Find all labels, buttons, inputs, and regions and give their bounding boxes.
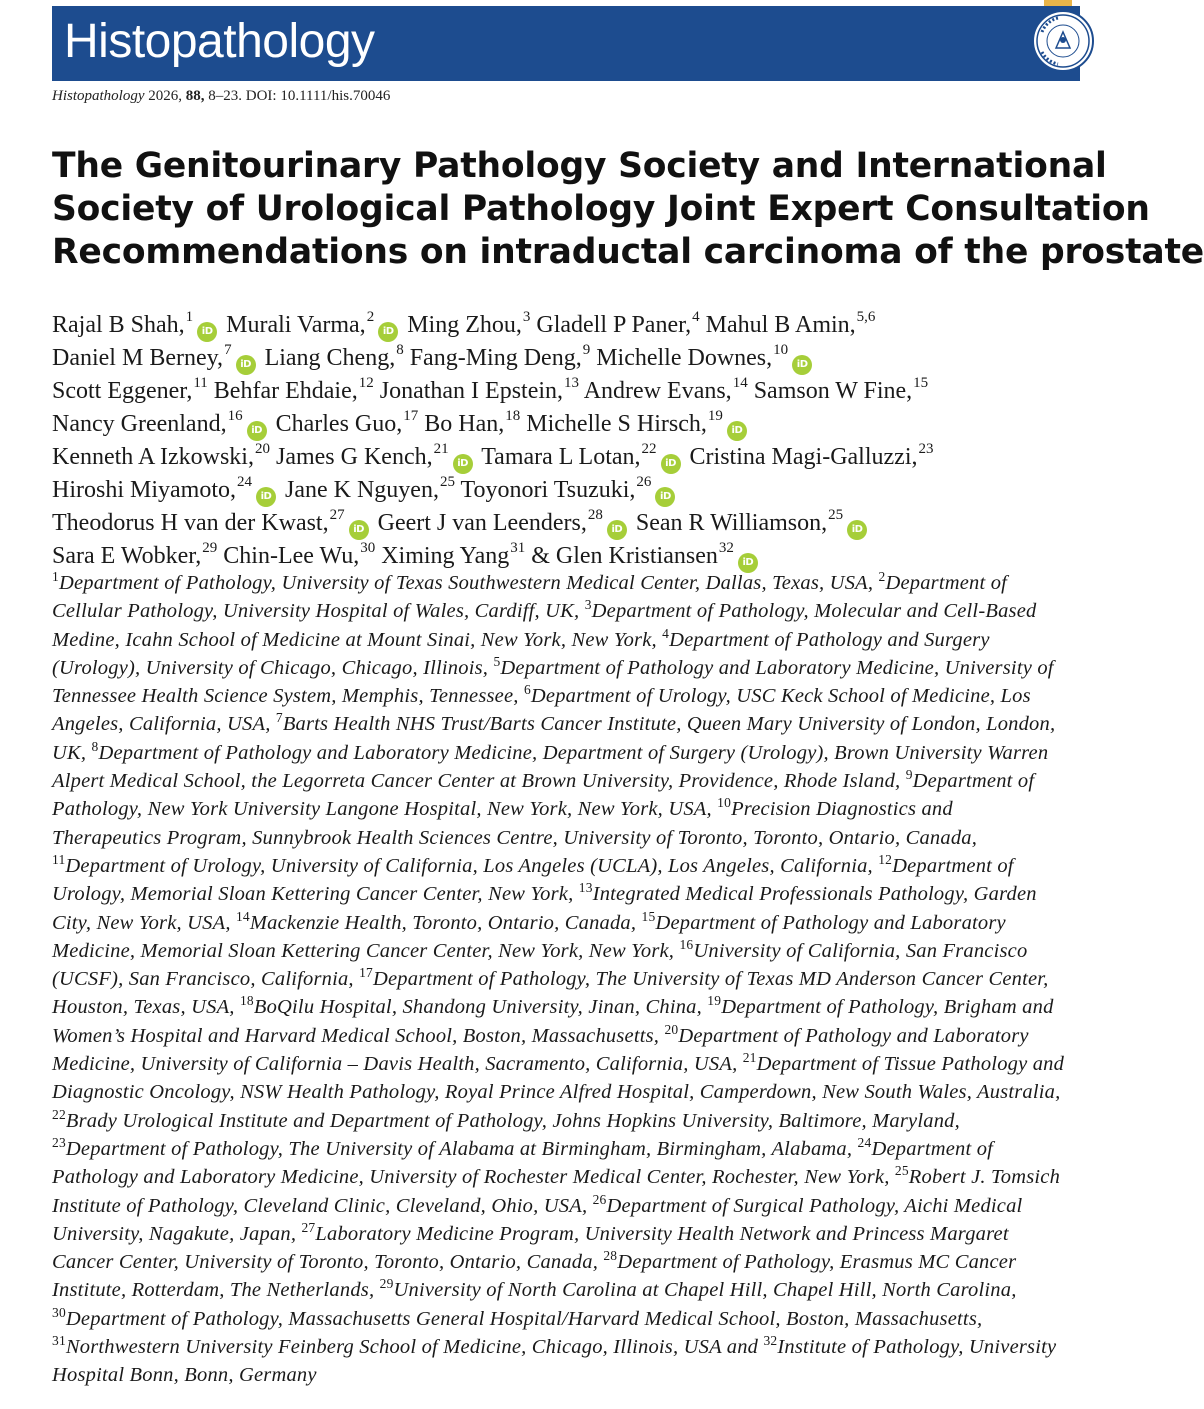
citation-line bbox=[52, 86, 390, 106]
author-name[interactable]: Michelle S Hirsch, bbox=[526, 410, 707, 437]
affiliation-text: Barts Health NHS Trust/Barts Cancer Institute, Queen Mary University of London, London, bbox=[282, 713, 1056, 736]
affiliation-text: Integrated Medical Professionals Pathology, Garden bbox=[592, 883, 1037, 906]
affiliation-text: Department of Pathology, Massachusetts General Hospital/Harvard Medical School, Boston, Massachusetts, bbox=[65, 1307, 983, 1330]
affiliation-text: Department of Pathology, Erasmus MC Cancer bbox=[617, 1251, 1017, 1274]
affiliation-text: University of North Carolina at Chapel Hill, Chapel Hill, North Carolina, bbox=[393, 1279, 1017, 1302]
affiliation-text: Institute of Pathology, Cleveland Clinic, Cleveland, Ohio, USA, bbox=[52, 1194, 593, 1217]
affiliation-text: Houston, Texas, USA, bbox=[52, 996, 240, 1019]
affiliation-line bbox=[52, 1022, 1152, 1050]
orcid-icon[interactable]: iD bbox=[247, 421, 267, 441]
affiliation-text: (Urology), University of Chicago, Chicago, Illinois, bbox=[52, 656, 494, 679]
author-name[interactable]: Daniel M Berney, bbox=[52, 345, 224, 371]
author-affiliation-number[interactable]: 5,6 bbox=[856, 309, 876, 325]
affiliation-text: University of California, San Francisco bbox=[693, 939, 1028, 962]
affiliation-text: Institute of Pathology, University bbox=[777, 1336, 1057, 1359]
author-affiliation-number[interactable]: 3 bbox=[522, 309, 531, 325]
affiliation-number: 23 bbox=[52, 1134, 66, 1150]
author-name[interactable]: Ximing Yang bbox=[381, 542, 510, 569]
affiliation-line bbox=[52, 1107, 1152, 1135]
affiliation-line bbox=[52, 909, 1152, 937]
affiliation-number: 20 bbox=[664, 1021, 679, 1037]
affiliation-number: 26 bbox=[592, 1191, 607, 1207]
affiliation-number: 2 bbox=[878, 569, 886, 584]
affiliation-line bbox=[52, 767, 1152, 795]
citation-journal: Histopathology bbox=[52, 88, 145, 104]
affiliation-line bbox=[52, 682, 1152, 710]
affiliation-text: Therapeutics Program, Sunnybrook Health Sciences Centre, University of Toronto, Toronto, Ontario, Canada, bbox=[52, 826, 978, 849]
author-name[interactable]: Mahul B Amin, bbox=[705, 312, 856, 338]
author-name[interactable]: Toyonori Tsuzuki, bbox=[460, 476, 636, 503]
affiliation-text: Department of Pathology, University of Texas Southwestern Medical Center, Dallas, Texas, USA, bbox=[58, 572, 879, 594]
affiliation-number: 11 bbox=[52, 851, 66, 867]
author-name[interactable]: Sara E Wobker, bbox=[52, 542, 202, 569]
affiliation-text: Pathology and Laboratory Medicine, University of Rochester Medical Center, Rochester, New York, bbox=[52, 1166, 895, 1189]
affiliation-line bbox=[52, 1220, 1152, 1248]
affiliation-text: Department of Pathology, The University of Texas MD Anderson Cancer Center, bbox=[373, 968, 1049, 991]
affiliation-number: 16 bbox=[679, 936, 694, 952]
author-list bbox=[52, 309, 1152, 573]
affiliation-text: Department of Pathology, Molecular and Cell-Based bbox=[591, 600, 1037, 623]
author-affiliation-number[interactable]: 16 bbox=[227, 407, 243, 424]
orcid-icon[interactable]: iD bbox=[256, 487, 276, 507]
affiliation-number: 30 bbox=[52, 1304, 66, 1320]
author-affiliation-number[interactable]: 32 bbox=[718, 539, 734, 556]
citation-volume: 88, bbox=[185, 88, 205, 104]
affiliation-text: Diagnostic Oncology, NSW Health Pathology, Royal Prince Alfred Hospital, Camperdown, New South Wales, Australia, bbox=[52, 1081, 1061, 1104]
author-name[interactable]: Fang-Ming Deng, bbox=[409, 345, 582, 371]
affiliation-number: 24 bbox=[857, 1134, 872, 1150]
orcid-icon[interactable]: iD bbox=[655, 487, 675, 507]
affiliation-text: BoQilu Hospital, Shandong University, Jinan, China, bbox=[253, 996, 708, 1019]
affiliation-number: 1 bbox=[52, 569, 59, 584]
author-name[interactable]: Michelle Downes, bbox=[596, 345, 773, 371]
affiliation-text: Mackenzie Health, Toronto, Ontario, Canada, bbox=[249, 911, 642, 934]
affiliation-line bbox=[52, 880, 1152, 908]
affiliation-text: Women’s Hospital and Harvard Medical School, Boston, Massachusetts, bbox=[52, 1024, 665, 1047]
affiliation-list bbox=[52, 569, 1152, 1390]
affiliation-line bbox=[52, 626, 1152, 654]
author-affiliation-number[interactable]: 12 bbox=[358, 375, 374, 391]
affiliation-number: 8 bbox=[91, 738, 99, 754]
affiliation-text: Department of Pathology and Surgery bbox=[669, 628, 990, 651]
author-name[interactable]: Jane K Nguyen, bbox=[285, 476, 439, 503]
author-name[interactable]: Behfar Ehdaie, bbox=[213, 378, 358, 404]
affiliation-text: Medicine, Memorial Sloan Kettering Cancer Center, New York, New York, bbox=[52, 939, 680, 962]
author-affiliation-number[interactable]: 8 bbox=[396, 342, 404, 358]
affiliation-text: Department of bbox=[871, 1137, 994, 1160]
orcid-icon[interactable]: iD bbox=[847, 520, 867, 540]
affiliation-line bbox=[52, 654, 1152, 682]
author-affiliation-number[interactable]: 25 bbox=[439, 473, 455, 490]
affiliation-line bbox=[52, 965, 1152, 993]
author-name[interactable]: Kenneth A Izkowski, bbox=[52, 443, 254, 470]
author-name[interactable]: Murali Varma, bbox=[226, 312, 366, 338]
affiliation-text: Urology, Memorial Sloan Kettering Cancer Center, New York, bbox=[52, 883, 579, 906]
author-affiliation-number[interactable]: 26 bbox=[636, 473, 652, 490]
author-line bbox=[52, 375, 1152, 408]
journal-name: Histopathology bbox=[64, 15, 375, 68]
affiliation-number: 14 bbox=[235, 908, 250, 924]
orcid-icon[interactable]: iD bbox=[792, 355, 812, 375]
affiliation-number: 9 bbox=[905, 767, 913, 783]
orcid-icon[interactable]: iD bbox=[738, 553, 758, 573]
citation-pages: 8–23. bbox=[208, 88, 242, 104]
author-name[interactable]: Jonathan I Epstein, bbox=[379, 378, 564, 404]
affiliation-text: Department of bbox=[885, 572, 1008, 594]
author-name[interactable]: James G Kench, bbox=[275, 443, 433, 470]
affiliation-number: 15 bbox=[641, 908, 656, 924]
affiliation-line bbox=[52, 1192, 1152, 1220]
affiliation-text: Institute, Rotterdam, The Netherlands, bbox=[52, 1279, 380, 1302]
affiliation-text: Department of Urology, USC Keck School of Medicine, Los bbox=[530, 685, 1031, 708]
affiliation-line bbox=[52, 739, 1152, 767]
affiliation-text: Precision Diagnostics and bbox=[731, 798, 953, 821]
orcid-icon[interactable]: iD bbox=[378, 322, 398, 342]
affiliation-number: 6 bbox=[523, 682, 531, 698]
affiliation-text: Brady Urological Institute and Department of Pathology, Johns Hopkins University, Baltimore, Maryland, bbox=[65, 1109, 960, 1132]
affiliation-line bbox=[52, 795, 1152, 823]
author-name[interactable]: Bo Han, bbox=[424, 410, 505, 437]
orcid-icon[interactable]: iD bbox=[607, 520, 627, 540]
society-seal-icon bbox=[1032, 10, 1094, 72]
journal-banner bbox=[52, 6, 1080, 81]
affiliation-text: Angeles, California, USA, bbox=[52, 713, 276, 736]
affiliation-line bbox=[52, 1078, 1152, 1106]
author-name[interactable]: Charles Guo, bbox=[275, 410, 403, 437]
author-name[interactable]: & Glen Kristiansen bbox=[531, 542, 718, 569]
author-name[interactable]: Gladell P Paner, bbox=[536, 312, 692, 338]
author-name[interactable]: Geert J van Leenders, bbox=[377, 509, 587, 536]
author-affiliation-number[interactable]: 1 bbox=[185, 309, 194, 325]
affiliation-number: 28 bbox=[603, 1248, 618, 1264]
author-line bbox=[52, 342, 1152, 375]
affiliation-number: 22 bbox=[52, 1106, 66, 1122]
title-line: Society of Urological Pathology Joint Expert Consultation bbox=[52, 189, 1150, 229]
affiliation-line bbox=[52, 1135, 1152, 1163]
affiliation-text: Department of Pathology, Brigham and bbox=[721, 996, 1054, 1019]
orcid-icon[interactable]: iD bbox=[349, 520, 369, 540]
author-name[interactable]: Liang Cheng, bbox=[264, 345, 396, 371]
author-affiliation-number[interactable]: 2 bbox=[366, 309, 375, 325]
affiliation-text: Cancer Center, University of Toronto, Toronto, Ontario, Canada, bbox=[52, 1251, 604, 1274]
orcid-icon[interactable]: iD bbox=[197, 322, 217, 342]
affiliation-line bbox=[52, 597, 1152, 625]
author-affiliation-number[interactable]: 19 bbox=[707, 407, 723, 424]
title-line: The Genitourinary Pathology Society and International bbox=[52, 146, 1107, 186]
affiliation-text: Department of bbox=[912, 770, 1035, 793]
author-name[interactable]: Nancy Greenland, bbox=[52, 410, 227, 437]
author-name[interactable]: Cristina Magi-Galluzzi, bbox=[689, 443, 918, 470]
affiliation-text: Department of Tissue Pathology and bbox=[756, 1053, 1065, 1076]
affiliation-number: 32 bbox=[763, 1333, 778, 1349]
title-line: Recommendations on intraductal carcinoma of the prostate bbox=[52, 232, 1204, 272]
affiliation-number: 10 bbox=[717, 795, 732, 811]
affiliation-number: 4 bbox=[662, 625, 670, 641]
affiliation-text: Department of bbox=[892, 854, 1014, 877]
author-line bbox=[52, 540, 1152, 573]
affiliation-line bbox=[52, 1333, 1152, 1361]
affiliation-text: Pathology, New York University Langone Hospital, New York, New York, USA, bbox=[52, 798, 718, 821]
affiliation-number: 3 bbox=[584, 597, 592, 613]
author-name[interactable]: Tamara L Lotan, bbox=[481, 443, 641, 470]
orcid-icon[interactable]: iD bbox=[727, 421, 747, 441]
affiliation-line bbox=[52, 1305, 1152, 1333]
affiliation-line bbox=[52, 937, 1152, 965]
affiliation-number: 13 bbox=[578, 880, 593, 896]
author-line bbox=[52, 309, 1152, 342]
orcid-icon[interactable]: iD bbox=[453, 454, 473, 474]
affiliation-text: Northwestern University Feinberg School of Medicine, Chicago, Illinois, USA and bbox=[65, 1336, 764, 1359]
author-name[interactable]: Chin-Lee Wu, bbox=[223, 542, 360, 569]
affiliation-text: Department of Surgical Pathology, Aichi Medical bbox=[606, 1194, 1023, 1217]
author-name[interactable]: Scott Eggener, bbox=[52, 378, 193, 404]
affiliation-text: Department of Pathology and Laboratory bbox=[678, 1024, 1029, 1047]
orcid-icon[interactable]: iD bbox=[661, 454, 681, 474]
author-name[interactable]: Hiroshi Miyamoto, bbox=[52, 476, 236, 503]
affiliation-text: Hospital Bonn, Bonn, Germany bbox=[52, 1364, 317, 1387]
author-line bbox=[52, 474, 1152, 507]
affiliation-text: Department of Urology, University of California, Los Angeles (UCLA), Los Angeles, California, bbox=[65, 854, 879, 877]
affiliation-text: Department of Pathology, The University of Alabama at Birmingham, Birmingham, Alabama, bbox=[65, 1137, 858, 1160]
affiliation-number: 18 bbox=[239, 993, 254, 1009]
author-name[interactable]: Andrew Evans, bbox=[583, 378, 732, 404]
affiliation-line bbox=[52, 1163, 1152, 1191]
affiliation-line bbox=[52, 852, 1152, 880]
affiliation-line bbox=[52, 824, 1152, 852]
affiliation-number: 7 bbox=[275, 710, 283, 726]
affiliation-line bbox=[52, 1276, 1152, 1304]
affiliation-number: 25 bbox=[894, 1163, 909, 1179]
author-affiliation-number[interactable]: 13 bbox=[564, 375, 580, 391]
affiliation-text: Laboratory Medicine Program, University Health Network and Princess Margaret bbox=[315, 1222, 1009, 1245]
affiliation-text: City, New York, USA, bbox=[52, 911, 236, 934]
author-affiliation-number[interactable]: 4 bbox=[692, 309, 700, 325]
author-name[interactable]: Sean R Williamson, bbox=[635, 509, 828, 536]
citation-doi[interactable]: DOI: 10.1111/his.70046 bbox=[245, 88, 391, 104]
author-affiliation-number[interactable]: 20 bbox=[254, 440, 270, 457]
affiliation-number: 17 bbox=[359, 965, 373, 981]
affiliation-number: 12 bbox=[878, 851, 893, 867]
author-affiliation-number[interactable]: 31 bbox=[510, 539, 526, 556]
affiliation-text: University, Nagakute, Japan, bbox=[52, 1222, 302, 1245]
affiliation-text: Cellular Pathology, University Hospital of Wales, Cardiff, UK, bbox=[52, 600, 585, 623]
affiliation-text: Department of Pathology and Laboratory Medicine, University of bbox=[500, 656, 1054, 679]
orcid-icon[interactable]: iD bbox=[236, 355, 256, 375]
affiliation-number: 31 bbox=[52, 1333, 66, 1349]
affiliation-text: Medine, Icahn School of Medicine at Mount Sinai, New York, New York, bbox=[52, 628, 663, 651]
citation-year: 2026, bbox=[148, 88, 182, 104]
author-line bbox=[52, 441, 1152, 474]
article-title bbox=[52, 145, 1204, 274]
author-affiliation-number[interactable]: 17 bbox=[403, 407, 419, 424]
author-affiliation-number[interactable]: 27 bbox=[329, 506, 345, 523]
affiliation-line bbox=[52, 569, 1152, 597]
author-affiliation-number[interactable]: 18 bbox=[505, 407, 521, 424]
affiliation-line bbox=[52, 1050, 1152, 1078]
author-affiliation-number[interactable]: 28 bbox=[587, 506, 603, 523]
author-affiliation-number[interactable]: 22 bbox=[641, 440, 657, 457]
author-name[interactable]: Ming Zhou, bbox=[407, 312, 522, 338]
affiliation-text: (UCSF), San Francisco, California, bbox=[52, 968, 360, 991]
affiliation-line bbox=[52, 1248, 1152, 1276]
affiliation-text: Tennessee Health Science System, Memphis, Tennessee, bbox=[52, 685, 524, 708]
author-affiliation-number[interactable]: 14 bbox=[732, 375, 748, 391]
affiliation-line bbox=[52, 710, 1152, 738]
affiliation-number: 29 bbox=[379, 1276, 394, 1292]
affiliation-text: Robert J. Tomsich bbox=[908, 1166, 1061, 1189]
affiliation-number: 5 bbox=[493, 653, 501, 669]
author-affiliation-number[interactable]: 23 bbox=[918, 440, 934, 457]
author-affiliation-number[interactable]: 29 bbox=[202, 539, 218, 556]
affiliation-text: Medicine, University of California – Davis Health, Sacramento, California, USA, bbox=[52, 1053, 743, 1076]
affiliation-text: Alpert Medical School, the Legorreta Cancer Center at Brown University, Providence, Rhode Island, bbox=[52, 770, 906, 793]
author-line bbox=[52, 507, 1152, 540]
affiliation-number: 19 bbox=[707, 993, 722, 1009]
author-name[interactable]: Theodorus H van der Kwast, bbox=[52, 509, 329, 536]
affiliation-number: 21 bbox=[742, 1050, 757, 1066]
affiliation-number: 27 bbox=[301, 1219, 316, 1235]
author-affiliation-number[interactable]: 15 bbox=[913, 375, 929, 391]
author-affiliation-number[interactable]: 7 bbox=[224, 342, 232, 358]
author-affiliation-number[interactable]: 24 bbox=[237, 473, 252, 490]
affiliation-text: Department of Pathology and Laboratory Medicine, Department of Surgery (Urology), Brown University Warren bbox=[98, 741, 1049, 764]
author-affiliation-number[interactable]: 21 bbox=[433, 440, 449, 457]
author-affiliation-number[interactable]: 9 bbox=[582, 342, 591, 358]
author-name[interactable]: Samson W Fine, bbox=[753, 378, 913, 404]
affiliation-text: Department of Pathology and Laboratory bbox=[655, 911, 1006, 934]
author-affiliation-number[interactable]: 10 bbox=[773, 342, 789, 358]
author-name[interactable]: Rajal B Shah, bbox=[52, 312, 185, 338]
author-line bbox=[52, 408, 1152, 441]
affiliation-line bbox=[52, 1361, 1152, 1389]
author-affiliation-number[interactable]: 11 bbox=[193, 375, 208, 391]
author-affiliation-number[interactable]: 30 bbox=[360, 539, 376, 556]
affiliation-text: UK, bbox=[52, 741, 92, 764]
affiliation-line bbox=[52, 993, 1152, 1021]
author-affiliation-number[interactable]: 25 bbox=[828, 506, 844, 523]
